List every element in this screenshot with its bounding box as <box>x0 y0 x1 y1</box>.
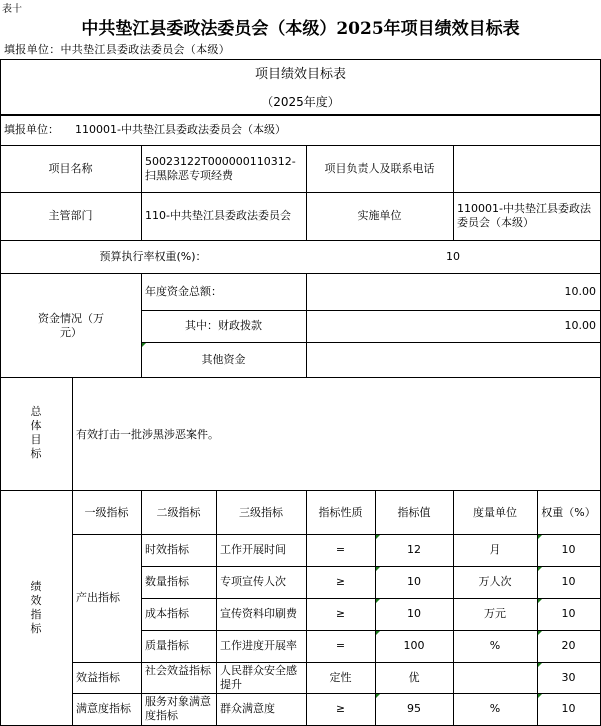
project-name-label: 项目名称 <box>48 162 93 175</box>
cell-marker-icon <box>142 343 146 347</box>
rule <box>72 377 73 725</box>
indicator-weight: 10 <box>561 543 576 556</box>
indicator-weight: 30 <box>561 671 576 684</box>
cell-marker-icon <box>376 567 380 571</box>
rule <box>0 273 601 274</box>
table-number-label: 表十 <box>2 4 22 15</box>
cell-marker-icon <box>376 535 380 539</box>
column-header: 指标性质 <box>318 506 363 519</box>
rule <box>216 490 217 725</box>
project-name-value: 50023122T000000110312-扫黑除恶专项经费 <box>145 155 296 182</box>
cell-marker-icon <box>538 663 542 667</box>
level2-indicator: 质量指标 <box>145 639 189 652</box>
rule <box>0 192 601 193</box>
indicator-weight: 10 <box>561 607 576 620</box>
level3-indicator: 工作开展时间 <box>220 543 286 556</box>
indicator-value: 10 <box>407 607 421 620</box>
cell-marker-icon <box>538 694 542 698</box>
funds-other-label: 其他资金 <box>201 353 246 366</box>
rule <box>141 342 601 343</box>
rule <box>72 662 601 663</box>
rule <box>0 377 601 378</box>
rule <box>306 145 307 240</box>
indicator-unit: 万元 <box>484 607 506 620</box>
level3-indicator: 人民群众安全感提升 <box>220 664 297 691</box>
responsible-label: 项目负责人及联系电话 <box>324 162 435 175</box>
level2-indicator: 数量指标 <box>145 575 189 588</box>
column-header: 权重（%） <box>541 506 596 519</box>
rule <box>0 59 601 60</box>
rule <box>141 566 601 567</box>
indicator-nature: ≥ <box>335 607 346 620</box>
indicator-weight: 20 <box>561 639 576 652</box>
indicator-unit: % <box>489 639 501 652</box>
rule <box>141 490 142 725</box>
indicator-weight: 10 <box>561 702 576 715</box>
indicator-value: 优 <box>408 671 420 684</box>
impl-unit-label: 实施单位 <box>357 209 402 222</box>
indicators-label: 绩效指标 <box>30 580 42 635</box>
impl-unit-value: 110001-中共垫江县委政法委员会（本级） <box>457 202 591 229</box>
level1-indicator: 效益指标 <box>76 671 120 684</box>
level2-indicator: 服务对象满意度指标 <box>145 695 211 722</box>
rule <box>453 145 454 240</box>
overall-goal-label: 总体目标 <box>30 405 42 460</box>
rule <box>0 59 1 726</box>
indicator-value: 100 <box>403 639 425 652</box>
column-header: 二级指标 <box>156 506 201 519</box>
column-header: 度量单位 <box>473 506 517 519</box>
sub-title: 项目绩效目标表 <box>254 67 346 82</box>
dept-value: 110-中共垫江县委政法委员会 <box>145 209 291 222</box>
indicator-value: 95 <box>407 702 421 715</box>
fill-unit-line: 填报单位：中共垫江县委政法委员会（本级） <box>4 43 230 56</box>
rule <box>0 145 601 146</box>
fill-unit-value: 110001-中共垫江县委政法委员会（本级） <box>75 123 286 136</box>
funds-fiscal-value: 10.00 <box>564 319 596 332</box>
funds-fiscal-label: 其中：财政拨款 <box>185 319 262 332</box>
column-header: 一级指标 <box>84 506 129 519</box>
rule <box>72 534 601 535</box>
indicator-unit: 万人次 <box>478 575 512 588</box>
cell-marker-icon <box>538 631 542 635</box>
indicator-nature: 定性 <box>329 671 352 684</box>
level2-indicator: 成本指标 <box>145 607 189 620</box>
indicator-weight: 10 <box>561 575 576 588</box>
level2-indicator: 时效指标 <box>145 543 189 556</box>
level2-indicator: 社会效益指标 <box>145 664 211 677</box>
indicator-value: 12 <box>407 543 421 556</box>
rule <box>141 310 601 311</box>
cell-marker-icon <box>376 631 380 635</box>
overall-goal-text: 有效打击一批涉黑涉恶案件。 <box>76 428 219 441</box>
level1-indicator: 产出指标 <box>76 591 120 604</box>
rule <box>141 598 601 599</box>
level3-indicator: 宣传资料印刷费 <box>220 607 297 620</box>
level1-indicator: 满意度指标 <box>76 702 131 715</box>
year-label: （2025年度） <box>261 95 340 109</box>
indicator-unit: % <box>489 702 501 715</box>
cell-marker-icon <box>538 567 542 571</box>
rule <box>0 490 601 491</box>
cell-marker-icon <box>538 599 542 603</box>
rule <box>0 114 601 116</box>
funds-total-value: 10.00 <box>564 285 596 298</box>
indicator-nature: ≥ <box>335 575 346 588</box>
funds-label: 资金情况（万元） <box>38 312 104 339</box>
indicator-value: 10 <box>407 575 421 588</box>
level3-indicator: 专项宣传人次 <box>220 575 286 588</box>
indicator-unit: 月 <box>489 543 501 556</box>
cell-marker-icon <box>538 535 542 539</box>
rule <box>72 693 601 694</box>
indicator-nature: = <box>335 639 346 652</box>
level3-indicator: 工作进度开展率 <box>220 639 297 652</box>
fill-unit-label: 填报单位： <box>4 123 59 136</box>
indicator-nature: = <box>335 543 346 556</box>
indicator-nature: ≥ <box>335 702 346 715</box>
cell-marker-icon <box>376 694 380 698</box>
level3-indicator: 群众满意度 <box>220 702 275 715</box>
rule <box>141 630 601 631</box>
cell-marker-icon <box>376 599 380 603</box>
column-header: 三级指标 <box>239 506 283 519</box>
budget-weight-label: 预算执行率权重(%)： <box>99 250 207 263</box>
budget-weight-value: 10 <box>446 250 460 263</box>
dept-label: 主管部门 <box>48 209 93 222</box>
column-header: 指标值 <box>397 506 431 519</box>
rule <box>141 145 142 240</box>
funds-total-label: 年度资金总额： <box>145 285 222 298</box>
page-title: 中共垫江县委政法委员会（本级）2025年项目绩效目标表 <box>81 19 520 39</box>
rule <box>0 240 601 241</box>
